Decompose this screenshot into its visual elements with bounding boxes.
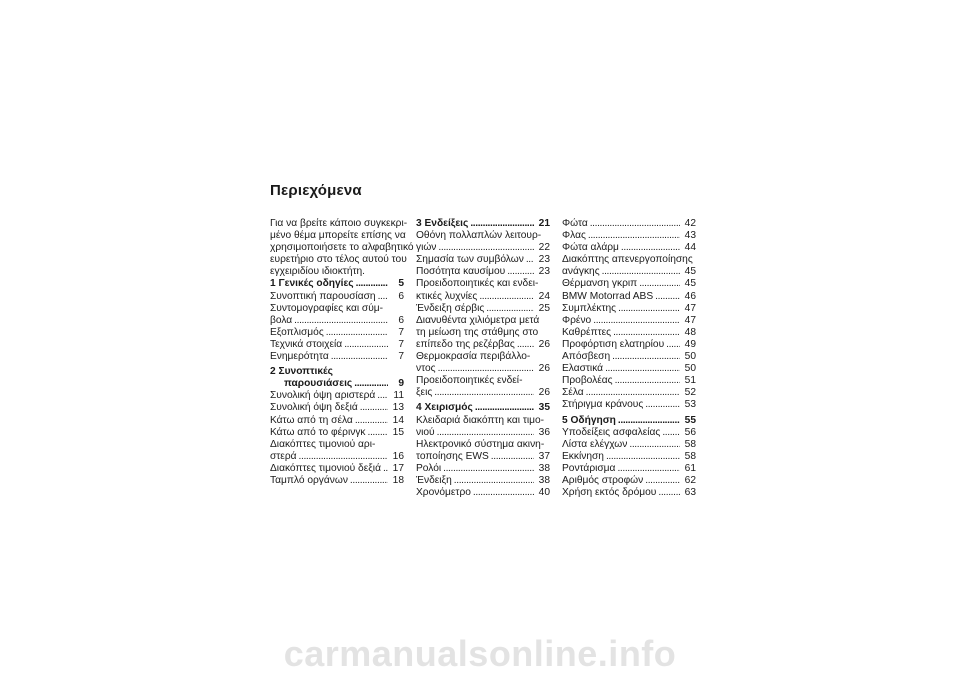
toc-leader-dots (612, 351, 680, 363)
toc-chapter-label-line: 2 Συνοπτικές (270, 366, 333, 378)
toc-leader-dots (354, 378, 388, 390)
toc-leader-dots (344, 339, 388, 351)
toc-entry[interactable] (270, 475, 404, 487)
toc-leader-dots (470, 218, 534, 230)
toc-entry-label-line: Ηλεκτρονικό σύστημα ακινη- (416, 438, 545, 450)
toc-entry[interactable] (562, 218, 696, 230)
toc-page-number: 11 (393, 390, 404, 402)
toc-page-number: 7 (398, 326, 404, 338)
toc-entry-label: βολα (270, 314, 293, 326)
toc-entry[interactable] (270, 463, 404, 475)
toc-leader-dots (605, 363, 680, 375)
toc-entry[interactable] (562, 463, 696, 475)
toc-entry[interactable] (416, 351, 550, 375)
toc-entry (416, 291, 550, 303)
toc-page-number: 6 (398, 314, 404, 326)
toc-entry[interactable] (270, 291, 404, 303)
toc-entry-label-line: Διακόπτες τιμονιού αρι- (270, 438, 376, 450)
toc-entry[interactable] (416, 254, 550, 266)
toc-leader-dots (593, 315, 680, 327)
toc-page-number: 62 (684, 474, 696, 486)
toc-leader-dots (326, 327, 388, 339)
toc-column-1 (270, 218, 414, 487)
toc-page-number: 63 (684, 487, 696, 499)
toc-entry (416, 242, 550, 254)
toc-entry[interactable] (562, 315, 696, 327)
toc-entry-label: Εξοπλισμός (270, 326, 324, 338)
toc-page-number: 40 (538, 487, 550, 499)
toc-entry-label: Ενημερότητα (270, 351, 329, 363)
intro-line: χρησιμοποιήσετε το αλφαβητικό (270, 242, 414, 254)
toc-chapter[interactable] (270, 366, 404, 390)
intro-line: μένο θέμα μπορείτε επίσης να (270, 230, 406, 242)
toc-entry-label: 4 Χειρισμός (416, 402, 473, 414)
toc-entry (270, 451, 404, 463)
toc-leader-dots (299, 451, 388, 463)
toc-leader-dots (443, 463, 534, 475)
toc-page-number: 24 (538, 290, 550, 302)
toc-leader-dots (434, 387, 534, 399)
toc-entry[interactable] (270, 439, 404, 463)
toc-entry-label: Φώτα (562, 218, 588, 229)
toc-entry[interactable] (416, 487, 550, 499)
toc-page-number: 46 (684, 290, 696, 302)
toc-leader-dots (356, 278, 388, 290)
toc-entry-label: Λίστα ελέγχων (562, 438, 628, 450)
toc-entry-label: παρουσιάσεις (284, 378, 353, 390)
toc-leader-dots (377, 390, 388, 402)
toc-entry[interactable] (270, 339, 404, 351)
toc-entry-label-line: Κλειδαριά διακόπτη και τιμο- (416, 414, 545, 426)
toc-entry[interactable] (270, 390, 404, 402)
toc-page-number: 13 (392, 402, 404, 414)
toc-leader-dots (617, 463, 680, 475)
toc-page-number: 26 (538, 338, 550, 350)
toc-entry-label: Κάτω από τη σέλα (270, 414, 353, 426)
toc-entry[interactable] (416, 230, 550, 254)
toc-entry[interactable] (562, 254, 696, 278)
toc-leader-dots (454, 475, 534, 487)
toc-entry-label: Ταμπλό οργάνων (270, 474, 348, 486)
toc-entry[interactable] (562, 230, 696, 242)
toc-entry-label: Φώτα αλάρμ (562, 242, 619, 254)
toc-page-number: 38 (538, 474, 550, 486)
toc-entry-label: Εκκίνηση (562, 450, 604, 462)
toc-entry[interactable] (270, 303, 404, 327)
toc-leader-dots (645, 475, 680, 487)
toc-entry-label: Σέλα (562, 387, 584, 399)
toc-leader-dots (350, 475, 388, 487)
toc-page-number: 26 (538, 363, 550, 375)
toc-leader-dots (438, 363, 534, 375)
toc-page-number: 18 (392, 474, 404, 486)
toc-leader-dots (621, 242, 680, 254)
toc-leader-dots (639, 278, 680, 290)
toc-page-number: 49 (684, 338, 696, 350)
toc-leader-dots (588, 230, 680, 242)
page-title: Περιεχόμενα (270, 182, 362, 199)
toc-entry-label-line: Διανυθέντα χιλιόμετρα μετά (416, 314, 540, 326)
toc-leader-dots (618, 415, 680, 427)
toc-leader-dots (378, 291, 388, 303)
toc-leader-dots (662, 427, 680, 439)
toc-page-number: 45 (684, 266, 696, 278)
toc-page-number: 53 (684, 399, 696, 411)
toc-entry[interactable] (416, 266, 550, 278)
toc-entry (416, 451, 550, 463)
toc-entry-label: Σημασία των συμβόλων (416, 254, 524, 266)
toc-entry-label: Ποσότητα καυσίμου (416, 266, 506, 278)
toc-entry-label: Ρολόι (416, 462, 442, 474)
toc-entry[interactable] (270, 415, 404, 427)
toc-entry (416, 427, 550, 439)
toc-entry-label-line: Συντομογραφίες και σύμ- (270, 302, 384, 314)
toc-page-number: 7 (398, 338, 404, 350)
intro-text (270, 218, 414, 278)
toc-entry[interactable] (562, 427, 696, 439)
toc-leader-dots (360, 402, 388, 414)
toc-page-number: 58 (684, 438, 696, 450)
toc-leader-dots (645, 399, 680, 411)
toc-page-number: 38 (538, 462, 550, 474)
toc-entry-label: Στήριγμα κράνους (562, 399, 644, 411)
toc-page-number: 56 (684, 426, 696, 438)
toc-page-number: 47 (684, 302, 696, 314)
toc-leader-dots (473, 487, 534, 499)
toc-leader-dots (479, 291, 534, 303)
toc-entry-label: γιών (416, 242, 437, 254)
toc-entry[interactable] (416, 375, 550, 399)
toc-page-number: 61 (684, 462, 696, 474)
toc-leader-dots (491, 451, 534, 463)
toc-page-number: 45 (684, 278, 696, 290)
toc-page-number: 44 (684, 242, 696, 254)
toc-entry-label: Διακόπτες τιμονιού δεξιά (270, 462, 381, 474)
toc-page-number: 37 (538, 450, 550, 462)
toc-page-number: 47 (684, 314, 696, 326)
toc-entry-label: Υποδείξεις ασφαλείας (562, 426, 661, 438)
toc-entry[interactable] (562, 351, 696, 363)
toc-leader-dots (658, 487, 680, 499)
toc-leader-dots (331, 351, 388, 363)
toc-entry-label: στερά (270, 450, 297, 462)
toc-entry[interactable] (562, 363, 696, 375)
toc-page-number: 25 (538, 302, 550, 314)
toc-entry-label: Φρένο (562, 314, 592, 326)
toc-entry-label: ξεις (416, 387, 433, 399)
toc-entry-label: Συμπλέκτης (562, 302, 617, 314)
toc-page-number: 17 (392, 462, 404, 474)
intro-line: Για να βρείτε κάποιο συγκεκρι- (270, 218, 408, 229)
toc-page-number: 21 (538, 218, 550, 229)
toc-entry[interactable] (562, 339, 696, 351)
toc-leader-dots (475, 402, 534, 414)
toc-entry-label-line: Θερμοκρασία περιβάλλο- (416, 351, 531, 363)
toc-page-number: 50 (684, 351, 696, 363)
toc-entry[interactable] (416, 439, 550, 463)
toc-entry-label: Θέρμανση γκριπ (562, 278, 638, 290)
toc-entry[interactable] (416, 315, 550, 351)
toc-leader-dots (438, 242, 534, 254)
toc-entry[interactable] (562, 303, 696, 315)
toc-entry[interactable] (562, 242, 696, 254)
toc-entry (416, 363, 550, 375)
toc-leader-dots (294, 315, 388, 327)
toc-entry[interactable] (562, 451, 696, 463)
toc-leader-dots (526, 254, 534, 266)
toc-entry[interactable] (270, 327, 404, 339)
toc-leader-dots (355, 415, 388, 427)
toc-page-number: 16 (392, 450, 404, 462)
toc-entry[interactable] (562, 475, 696, 487)
toc-page-number: 35 (538, 402, 550, 414)
toc-entry-label: Ροντάρισμα (562, 462, 616, 474)
toc-leader-dots (655, 291, 680, 303)
toc-entry-label: Τεχνικά στοιχεία (270, 338, 343, 350)
toc-chapter[interactable] (270, 278, 404, 290)
toc-leader-dots (437, 427, 534, 439)
toc-page-number: 55 (684, 414, 696, 426)
toc-entry-label: κτικές λυχνίες (416, 290, 478, 302)
toc-entry[interactable] (416, 463, 550, 475)
toc-entry[interactable] (416, 475, 550, 487)
toc-entry-label-line: Προειδοποιητικές ενδεί- (416, 375, 523, 387)
toc-column-2 (416, 218, 550, 499)
toc-entry[interactable] (416, 303, 550, 315)
toc-entry-label: Συνολική όψη αριστερά (270, 390, 376, 402)
toc-page-number: 6 (398, 290, 404, 302)
toc-list (270, 278, 404, 487)
toc-entry-label: 5 Οδήγηση (562, 414, 616, 426)
watermark: carmanualsonline.info (283, 633, 677, 674)
toc-entry-label-line: Οθόνη πολλαπλών λειτουρ- (416, 230, 542, 242)
toc-leader-dots (606, 451, 680, 463)
toc-page-number: 22 (538, 242, 550, 254)
toc-page-number: 9 (398, 378, 404, 390)
toc-entry-label: Προβολέας (562, 375, 613, 387)
toc-entry-label-line: τη μείωση της στάθμης στο (416, 326, 539, 338)
toc-entry-label: BMW Motorrad ABS (562, 290, 654, 302)
toc-entry-label: Καθρέπτες (562, 326, 612, 338)
toc-entry-label: επίπεδο της ρεζέρβας (416, 338, 515, 350)
intro-line: εγχειριδίου ιδιοκτήτη. (270, 266, 366, 278)
toc-leader-dots (618, 303, 680, 315)
toc-chapter[interactable] (416, 402, 550, 414)
toc-entry[interactable] (562, 399, 696, 411)
toc-entry[interactable] (562, 375, 696, 387)
toc-entry[interactable] (562, 439, 696, 451)
toc-chapter[interactable] (416, 218, 550, 230)
toc-entry (416, 387, 550, 399)
toc-entry-label: 3 Ενδείξεις (416, 218, 469, 229)
toc-leader-dots (517, 339, 534, 351)
toc-leader-dots (507, 266, 534, 278)
toc-entry (270, 378, 404, 390)
toc-entry-label: ανάγκης (562, 266, 600, 278)
toc-page-number: 51 (684, 375, 696, 387)
toc-leader-dots (486, 303, 534, 315)
toc-page-number: 42 (684, 218, 696, 229)
toc-leader-dots (368, 427, 388, 439)
toc-leader-dots (383, 463, 388, 475)
toc-entry[interactable] (270, 427, 404, 439)
toc-page-number: 48 (684, 326, 696, 338)
toc-leader-dots (590, 218, 680, 230)
toc-entry-label: Κάτω από το φέρινγκ (270, 426, 366, 438)
toc-entry (270, 315, 404, 327)
toc-leader-dots (629, 439, 680, 451)
toc-page-number: 50 (684, 363, 696, 375)
toc-page-number: 14 (392, 414, 404, 426)
toc-entry[interactable] (270, 351, 404, 363)
toc-entry-label: Ένδειξη σέρβις (416, 302, 485, 314)
toc-entry-label: Συνοπτική παρουσίαση (270, 290, 376, 302)
toc-entry-label: 1 Γενικές οδηγίες (270, 278, 354, 290)
toc-page-number: 7 (398, 351, 404, 363)
toc-entry-label: Φλας (562, 230, 586, 242)
toc-page-number: 36 (538, 426, 550, 438)
toc-list (562, 218, 696, 499)
toc-entry-label: τοποίησης EWS (416, 450, 489, 462)
toc-entry (562, 266, 696, 278)
toc-entry-label: Απόσβεση (562, 351, 611, 363)
toc-entry[interactable] (416, 415, 550, 439)
toc-page-number: 15 (392, 426, 404, 438)
toc-page-number: 52 (684, 387, 696, 399)
toc-entry-label: Χρονόμετρο (416, 487, 471, 499)
toc-page-number: 58 (684, 450, 696, 462)
toc-entry-label-line: Προειδοποιητικές και ενδει- (416, 278, 539, 290)
toc-entry[interactable] (416, 278, 550, 302)
toc-entry-label: Προφόρτιση ελατηρίου (562, 338, 665, 350)
toc-leader-dots (586, 387, 680, 399)
toc-entry[interactable] (562, 278, 696, 290)
toc-entry[interactable] (562, 487, 696, 499)
toc-entry-label: Συνολική όψη δεξιά (270, 402, 358, 414)
toc-leader-dots (602, 266, 680, 278)
toc-page-number: 23 (538, 266, 550, 278)
toc-page-number: 23 (538, 254, 550, 266)
toc-entry-label: Ένδειξη (416, 474, 452, 486)
toc-page-number: 5 (398, 278, 404, 290)
toc-column-3 (562, 218, 696, 499)
toc-entry-label: Ελαστικά (562, 363, 604, 375)
toc-leader-dots (615, 375, 680, 387)
toc-entry[interactable] (562, 327, 696, 339)
toc-entry (416, 339, 550, 351)
toc-entry-label: ντος (416, 363, 436, 375)
toc-page-number: 26 (538, 387, 550, 399)
toc-entry-label: Αριθμός στροφών (562, 474, 644, 486)
intro-line: ευρετήριο στο τέλος αυτού του (270, 254, 407, 266)
toc-entry[interactable] (270, 402, 404, 414)
toc-list (416, 218, 550, 499)
toc-entry-label-line: Διακόπτης απενεργοποίησης (562, 254, 693, 266)
toc-entry[interactable] (562, 387, 696, 399)
toc-page-number: 43 (684, 230, 696, 242)
toc-leader-dots (613, 327, 680, 339)
toc-entry[interactable] (562, 291, 696, 303)
toc-entry-label: νιού (416, 426, 435, 438)
toc-chapter[interactable] (562, 415, 696, 427)
toc-leader-dots (666, 339, 680, 351)
toc-entry-label: Χρήση εκτός δρόμου (562, 487, 657, 499)
